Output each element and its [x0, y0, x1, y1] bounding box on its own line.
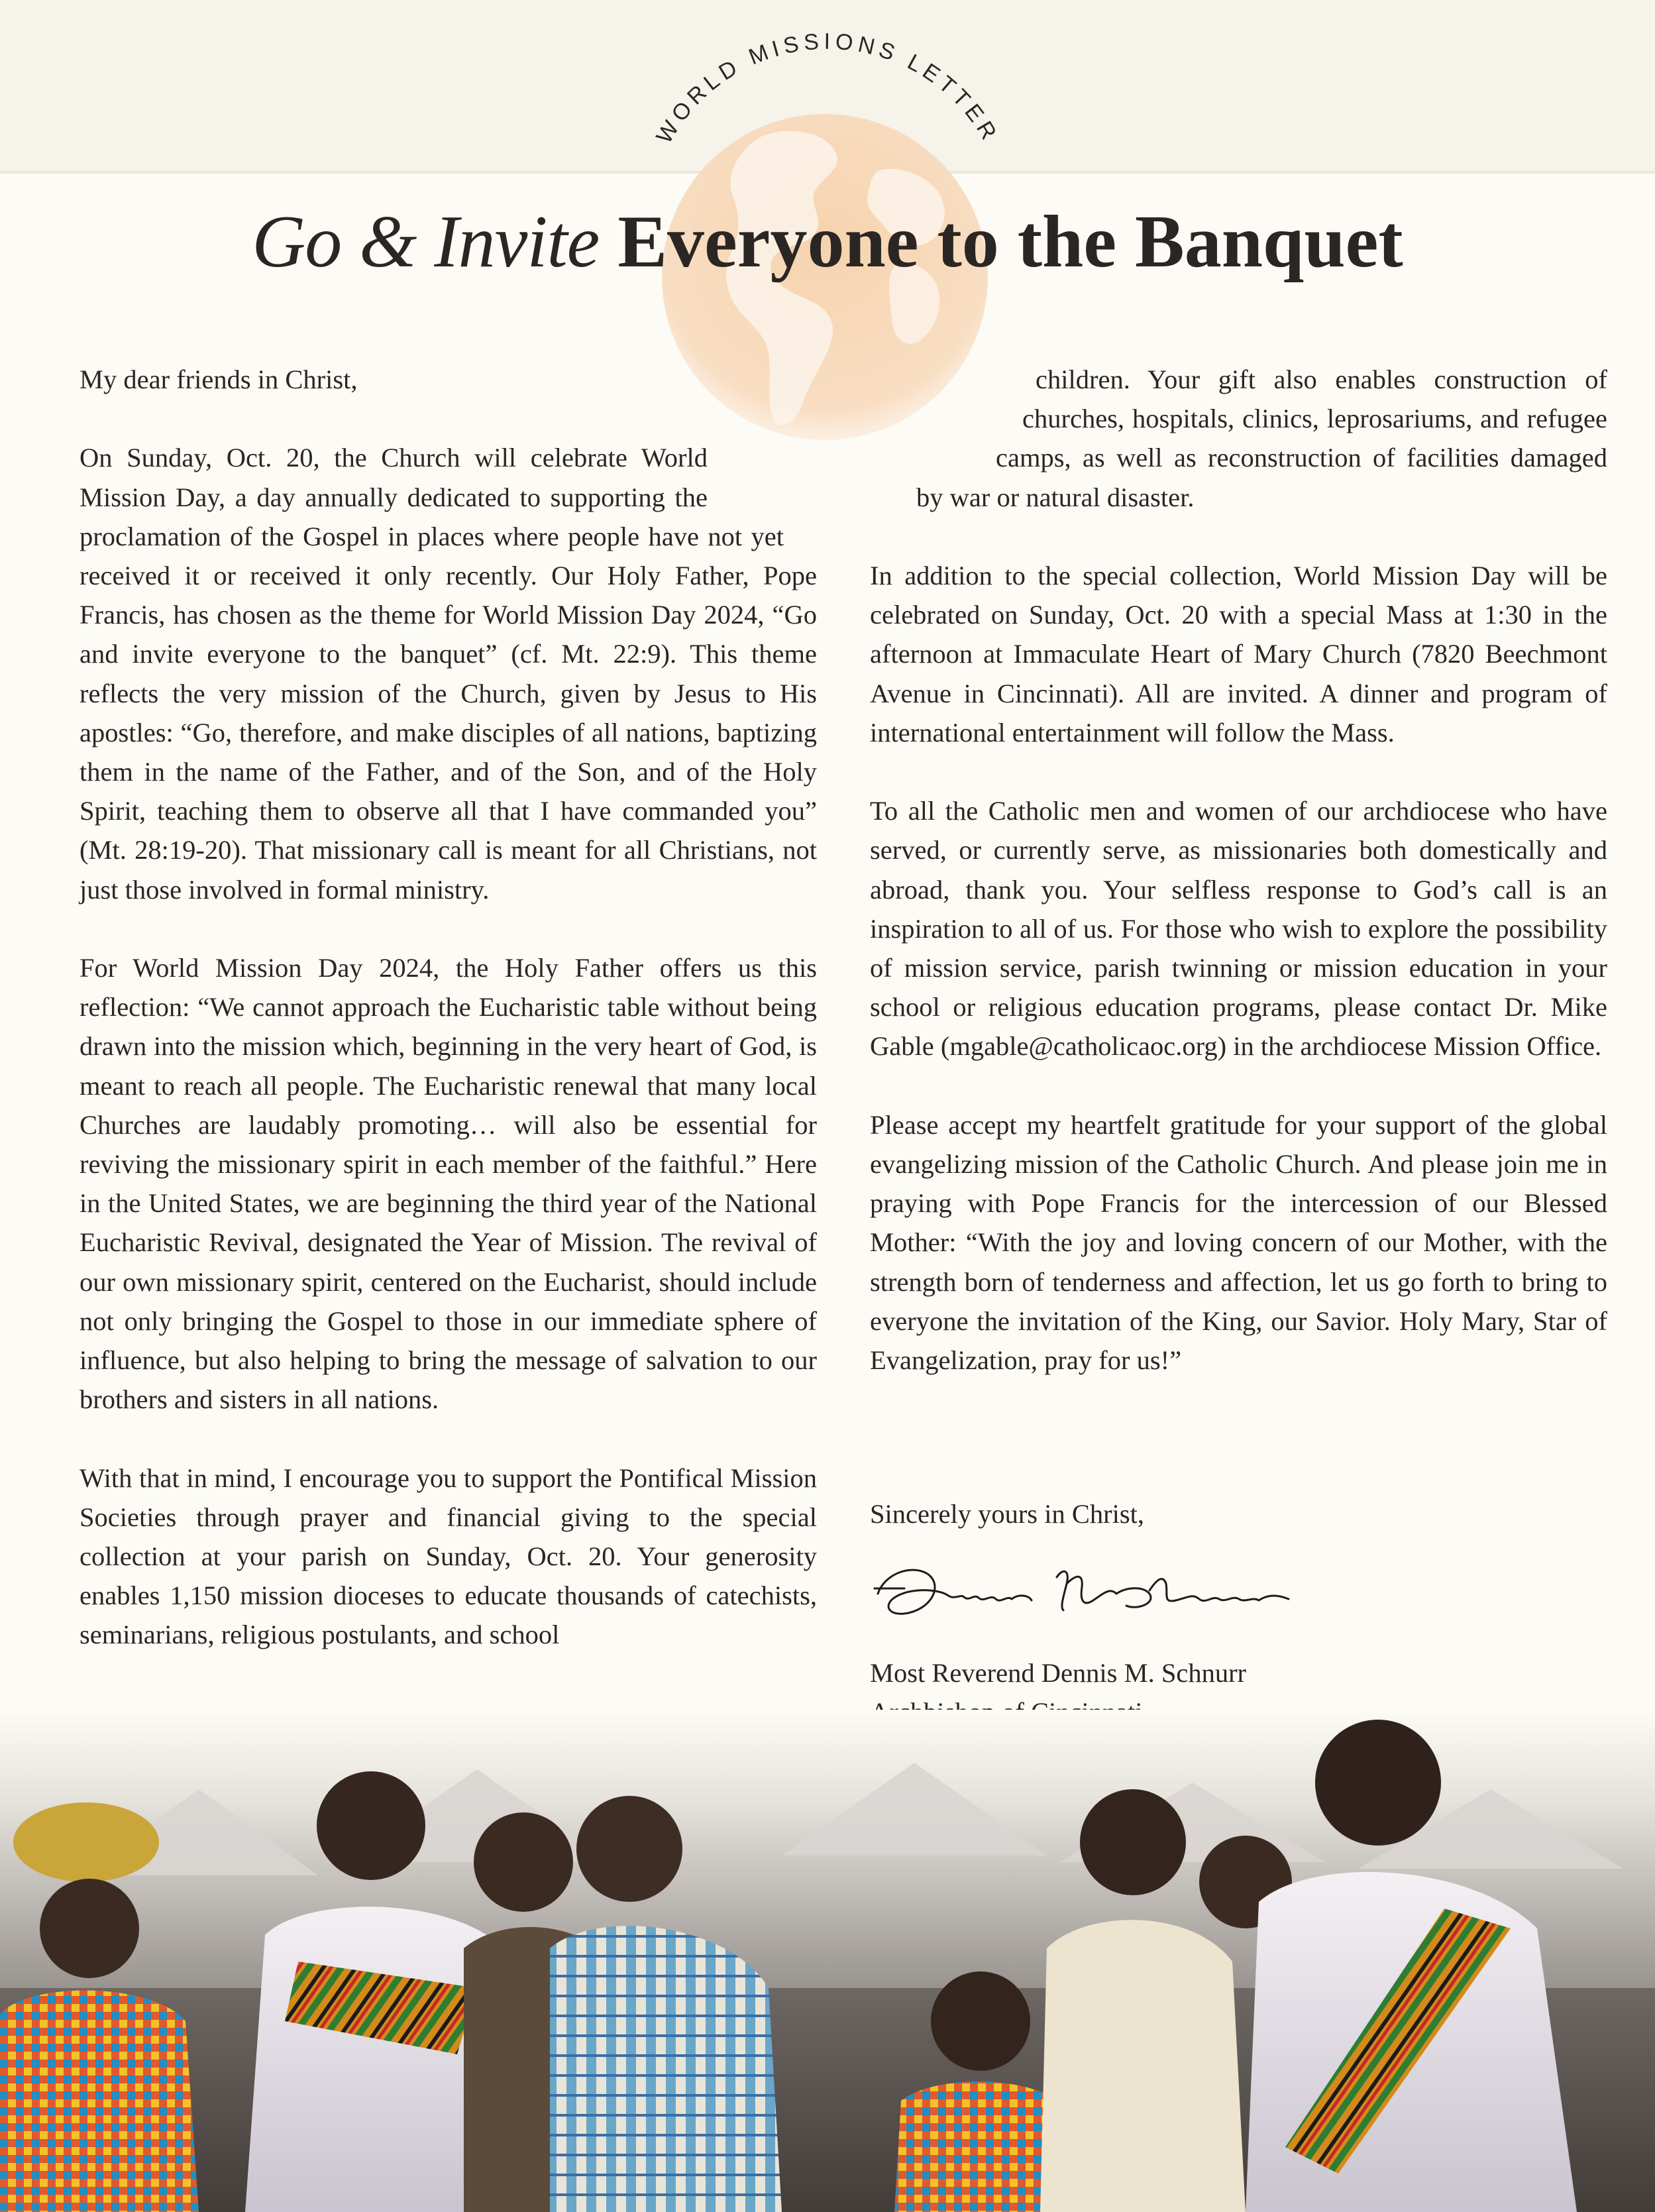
signature	[865, 1547, 1302, 1627]
paragraph-4: In addition to the special collection, World Mission Day will be celebrated on Sunday, Oct. 20 with a special Mass at 1:30 in the afternoon at Immaculate Heart of Mary Church (7820 Beechmont Avenue in Cincinnati). All are invited. A dinner and program of international entertainment will follow the Mass.	[870, 561, 1607, 747]
paragraph-2: For World Mission Day 2024, the Holy Father offers us this reflection: “We cannot approach the Eucharistic table without being drawn into the mission which, beginning in the very heart of God, is meant to reach all people. The Eucharistic renewal that many local Churches are laudably promoting… will also be essential for reviving the missionary spirit in each member of the faithful.” Here in the United States, we are beginning the third year of the National Eucharistic Revival, designated the Year of Mission. The revival of our own missionary spirit, centered on the Eucharist, should include not only bringing the Gospel to those in our immediate sphere of influence, but also helping to bring the message of salvation to our brothers and sisters in all nations.	[80, 953, 817, 1415]
title-bold: Everyone to the Banquet	[617, 201, 1403, 283]
paragraph-3: With that in mind, I encourage you to support the Pontifical Mission Societies through prayer and financial giving to the special collection at your parish on Sunday, Oct. 20. Your generosity enables 1,150 mission dioceses to educate thousands of catechists, seminarians, religious postulants, and school	[80, 1463, 817, 1650]
signer-name: Most Reverend Dennis M. Schnurr	[870, 1658, 1247, 1688]
kicker-arc	[629, 27, 1026, 179]
kicker-text: WORLD MISSIONS LETTER	[651, 28, 1004, 148]
paragraph-6: Please accept my heartfelt gratitude for your support of the global evangelizing mission of the Catholic Church. And please join me in praying with Pope Francis for the intercession of our Blessed Mother: “With the joy and loving concern of our Mother, with the strength born of tenderness and affection, let us go forth to bring to everyone the invitation of the King, our Savior. Holy Mary, Star of Evangelization, pray for us!”	[870, 1109, 1607, 1376]
salutation: My dear friends in Christ,	[80, 364, 358, 394]
paragraph-5: To all the Catholic men and women of our archdiocese who have served, or currently serve, as missionaries both domestically and abroad, thank you. Your selfless response to God’s call is an inspiration to all of us. For those who wish to explore the possibility of mission service, parish twinning or mission education in your school or religious education programs, please contact Dr. Mike Gable (mgable@catholicaoc.org) in the archdiocese Mission Office.	[870, 796, 1607, 1062]
page-title	[0, 199, 1655, 285]
mission-celebration-photo	[0, 1710, 1655, 2212]
title-italic: Go & Invite	[252, 201, 600, 283]
svg-text:WORLD MISSIONS LETTER	[651, 28, 1003, 148]
closing-line: Sincerely yours in Christ,	[870, 1499, 1144, 1529]
letter-column-left	[80, 360, 817, 1694]
paragraph-3-continued: children. Your gift also enables construction of churches, hospitals, clinics, leprosariums, and refugee camps, as well as reconstruction of facilities damaged by war or natural disaster.	[916, 364, 1607, 512]
letter-column-right	[870, 360, 1607, 1419]
paragraph-1: On Sunday, Oct. 20, the Church will celebrate World Mission Day, a day annually dedicated to supporting the proclamation of the Gospel in places where people have not yet received it or received it only recently. Our Holy Father, Pope Francis, has chosen as the theme for World Mission Day 2024, “Go and invite everyone to the banquet” (cf. Mt. 22:9). This theme reflects the very mission of the Church, given by Jesus to His apostles: “Go, therefore, and make disciples of all nations, baptizing them in the name of the Father, and of the Son, and of the Holy Spirit, teaching them to observe all that I have commanded you” (Mt. 28:19-20). That missionary call is meant for all Christians, not just those involved in formal ministry.	[80, 443, 817, 905]
